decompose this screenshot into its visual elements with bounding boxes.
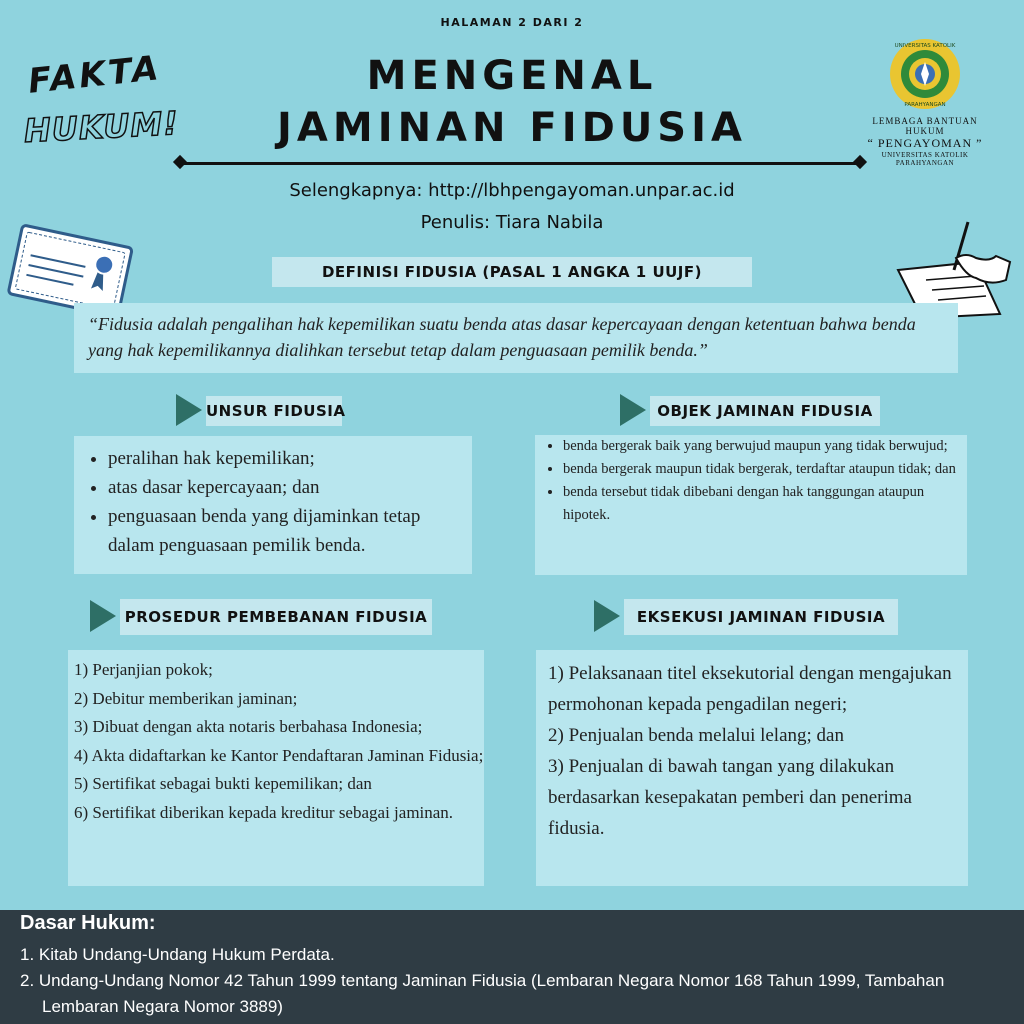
list-item: 2) Debitur memberikan jaminan; [74, 688, 298, 708]
definition-heading: DEFINISI FIDUSIA (PASAL 1 ANGKA 1 UUJF) [272, 257, 752, 287]
list-item: • atas dasar kepercayaan; dan [108, 473, 462, 502]
more-info-link[interactable]: Selengkapnya: http://lbhpengayoman.unpar.ac.id [289, 180, 735, 201]
prosedur-box [68, 650, 484, 886]
list-item: • benda bergerak baik yang berwujud maupun yang tidak berwujud; [563, 435, 963, 458]
title-line-2: JAMINAN FIDUSIA [277, 105, 747, 151]
badge-hukum: HUKUM! [23, 103, 180, 151]
arrow-right-icon [176, 394, 202, 426]
prosedur-heading: PROSEDUR PEMBEBANAN FIDUSIA [120, 599, 432, 635]
university-seal-icon [889, 38, 961, 110]
list-item: • benda tersebut tidak dibebani dengan hak tanggungan ataupun hipotek. [563, 481, 963, 527]
list-item: • penguasaan benda yang dijaminkan tetap dalam penguasaan pemilik benda. [108, 502, 462, 560]
footer-list [20, 942, 980, 1020]
org-line-3: UNIVERSITAS KATOLIK PARAHYANGAN [881, 151, 969, 167]
list-item: • benda bergerak maupun tidak bergerak, terdaftar ataupun tidak; dan [563, 458, 963, 481]
list-item: 3) Dibuat dengan akta notaris berbahasa Indonesia; [74, 717, 423, 736]
seal-text-top: UNIVERSITAS KATOLIK [894, 43, 956, 49]
organization-logo [860, 38, 990, 167]
list-item: 4) Akta didaftarkan ke Kantor Pendaftaran Jaminan Fidusia; [74, 745, 484, 765]
seal-text-bottom: PARAHYANGAN [904, 102, 946, 108]
title-divider [180, 162, 860, 165]
org-line-1: LEMBAGA BANTUAN HUKUM [872, 116, 978, 136]
list-item: 2. Undang-Undang Nomor 42 Tahun 1999 tentang Jaminan Fidusia (Lembaran Negara Nomor 168 Tahun 1999, Tambahan Lembaran Negara Nomor 3889) [20, 971, 945, 1016]
author-line: Penulis: Tiara Nabila [420, 212, 604, 233]
list-item: 6) Sertifikat diberikan kepada kreditur sebagai jaminan. [74, 802, 454, 822]
eksekusi-heading: EKSEKUSI JAMINAN FIDUSIA [624, 599, 898, 635]
objek-heading: OBJEK JAMINAN FIDUSIA [650, 396, 880, 426]
list-item: 2) Penjualan benda melalui lelang; dan [548, 725, 844, 746]
unsur-heading: UNSUR FIDUSIA [206, 396, 342, 426]
unsur-box [74, 436, 472, 574]
arrow-right-icon [594, 600, 620, 632]
objek-box [535, 435, 967, 575]
legal-basis-footer [0, 910, 1024, 1024]
eksekusi-box [536, 650, 968, 886]
footer-title: Dasar Hukum: [20, 912, 156, 934]
title-line-1: MENGENAL [366, 53, 658, 99]
badge-fakta: FAKTA [26, 48, 164, 102]
list-item: 1) Pelaksanaan titel eksekutorial dengan mengajukan permohonan kepada pengadilan negeri; [548, 663, 952, 715]
list-item: 1. Kitab Undang-Undang Hukum Perdata. [20, 945, 335, 964]
page-indicator: HALAMAN 2 DARI 2 [440, 16, 584, 29]
list-item: 1) Perjanjian pokok; [74, 660, 213, 679]
list-item: 5) Sertifikat sebagai bukti kepemilikan; dan [74, 774, 372, 793]
definition-quote: “Fidusia adalah pengalihan hak kepemilikan suatu benda atas dasar kepercayaan dengan ketentuan bahwa benda yang hak kepemilikannya dialihkan tersebut tetap dalam penguasaan pemilik benda.” [74, 303, 958, 373]
list-item: 3) Penjualan di bawah tangan yang dilakukan berdasarkan kesepakatan pemberi dan penerima fidusia. [548, 756, 912, 839]
org-line-2: “ PENGAYOMAN ” [867, 136, 983, 150]
arrow-right-icon [620, 394, 646, 426]
arrow-right-icon [90, 600, 116, 632]
list-item: • peralihan hak kepemilikan; [108, 444, 462, 473]
